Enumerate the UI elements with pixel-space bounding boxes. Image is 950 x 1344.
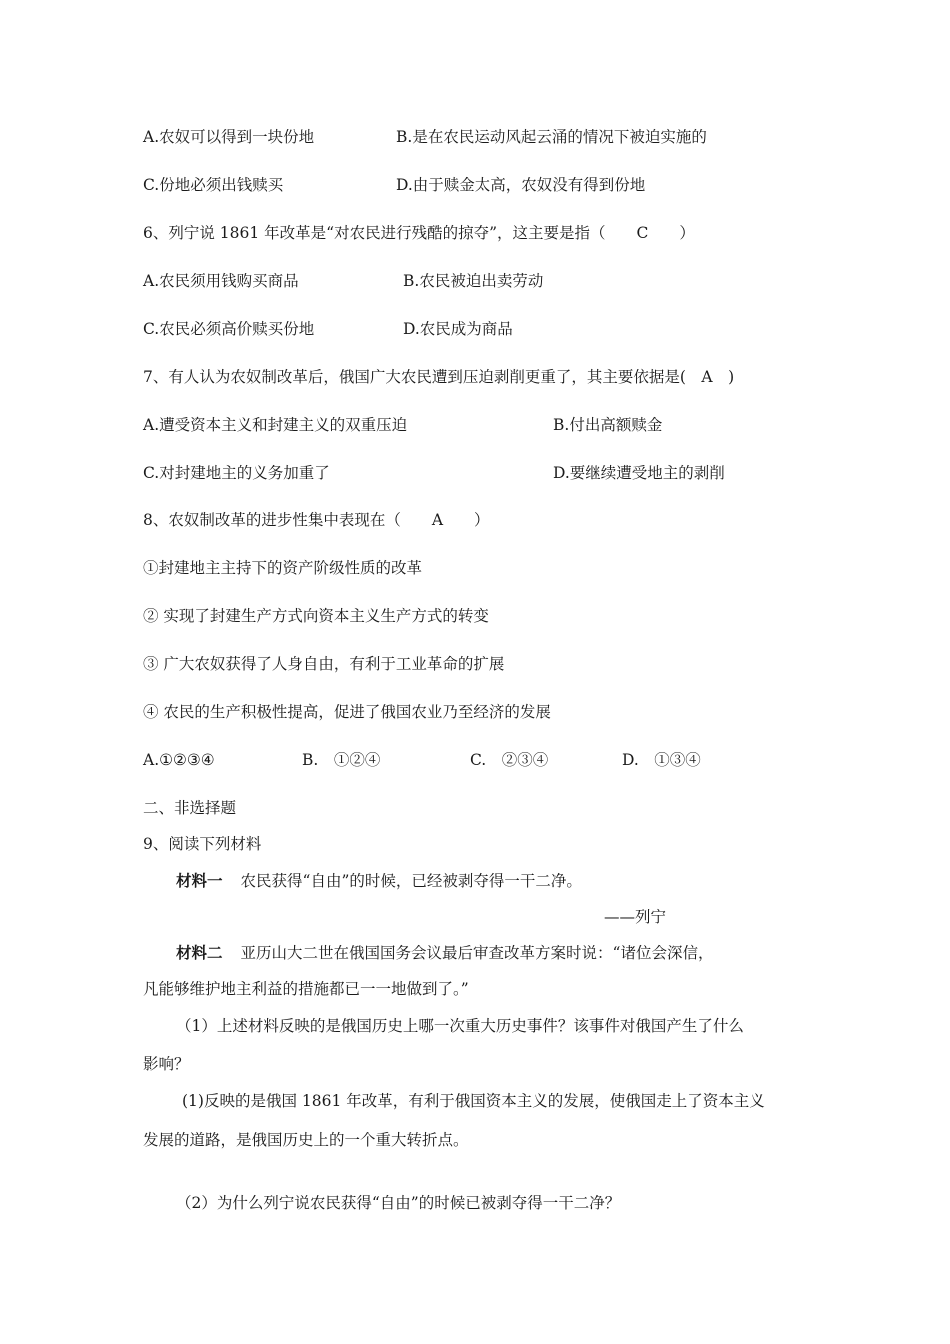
material-1-text: 农民获得“自由”的时候，已经被剥夺得一干二净。 [240,872,582,890]
material-2-text-1: 亚历山大二世在俄国国务会议最后审查改革方案时说：“诸位会深信， [240,944,714,962]
q8-item-2: ② 实现了封建生产方式向资本主义生产方式的转变 [143,607,489,625]
material-2 [176,943,713,963]
q7-option-c: C.对封建地主的义务加重了 [143,464,330,482]
q8-option-b: B. ①②④ [302,751,381,769]
q5-option-b: B.是在农民运动风起云涌的情况下被迫实施的 [396,128,707,146]
q5-option-d: D.由于赎金太高，农奴没有得到份地 [396,176,646,194]
q8-item-3: ③ 广大农奴获得了人身自由，有利于工业革命的扩展 [143,655,505,673]
sub-question-2: （2）为什么列宁说农民获得“自由”的时候已被剥夺得一干二净？ [176,1194,621,1212]
q6-option-b: B.农民被迫出卖劳动 [403,272,544,290]
q9-stem: 9、阅读下列材料 [143,835,262,853]
q8-option-d: D. ①③④ [622,751,701,769]
material-1-source: ——列宁 [604,908,667,926]
q8-option-c: C. ②③④ [470,751,549,769]
q5-option-a: A.农奴可以得到一块份地 [143,128,315,146]
material-1 [176,871,582,891]
material-2-text-2: 凡能够维护地主利益的措施都已一一地做到了。” [143,980,469,998]
q5-option-c: C.份地必须出钱赎买 [143,176,284,194]
q6-option-a: A.农民须用钱购买商品 [143,272,299,290]
q7-option-d: D.要继续遭受地主的剥削 [553,464,725,482]
q6-option-d: D.农民成为商品 [403,320,513,338]
material-1-label: 材料一 [176,871,223,890]
q7-option-b: B.付出高额赎金 [553,416,663,434]
section-title: 二、非选择题 [143,799,237,817]
q8-option-a: A.①②③④ [143,751,215,769]
sub-question-1-line-2: 影响？ [143,1055,190,1073]
answer-1-line-2: 发展的道路，是俄国历史上的一个重大转折点。 [143,1131,469,1149]
q8-stem: 8、农奴制改革的进步性集中表现在（ A ） [143,511,490,529]
sub-question-1-line-1: （1）上述材料反映的是俄国历史上哪一次重大历史事件？该事件对俄国产生了什么 [176,1017,744,1035]
q7-option-a: A.遭受资本主义和封建主义的双重压迫 [143,416,408,434]
q8-item-4: ④ 农民的生产积极性提高，促进了俄国农业乃至经济的发展 [143,703,551,721]
q6-option-c: C.农民必须高价赎买份地 [143,320,315,338]
q8-item-1: ①封建地主主持下的资产阶级性质的改革 [143,559,423,577]
answer-1-line-1: (1)反映的是俄国 1861 年改革，有利于俄国资本主义的发展，使俄国走上了资本主义 [182,1092,765,1110]
q6-stem: 6、列宁说 1861 年改革是“对农民进行残酷的掠夺”，这主要是指（ C ） [143,224,695,242]
q7-stem: 7、有人认为农奴制改革后，俄国广大农民遭到压迫剥削更重了，其主要依据是( A ) [143,368,735,386]
material-2-label: 材料二 [176,943,223,962]
